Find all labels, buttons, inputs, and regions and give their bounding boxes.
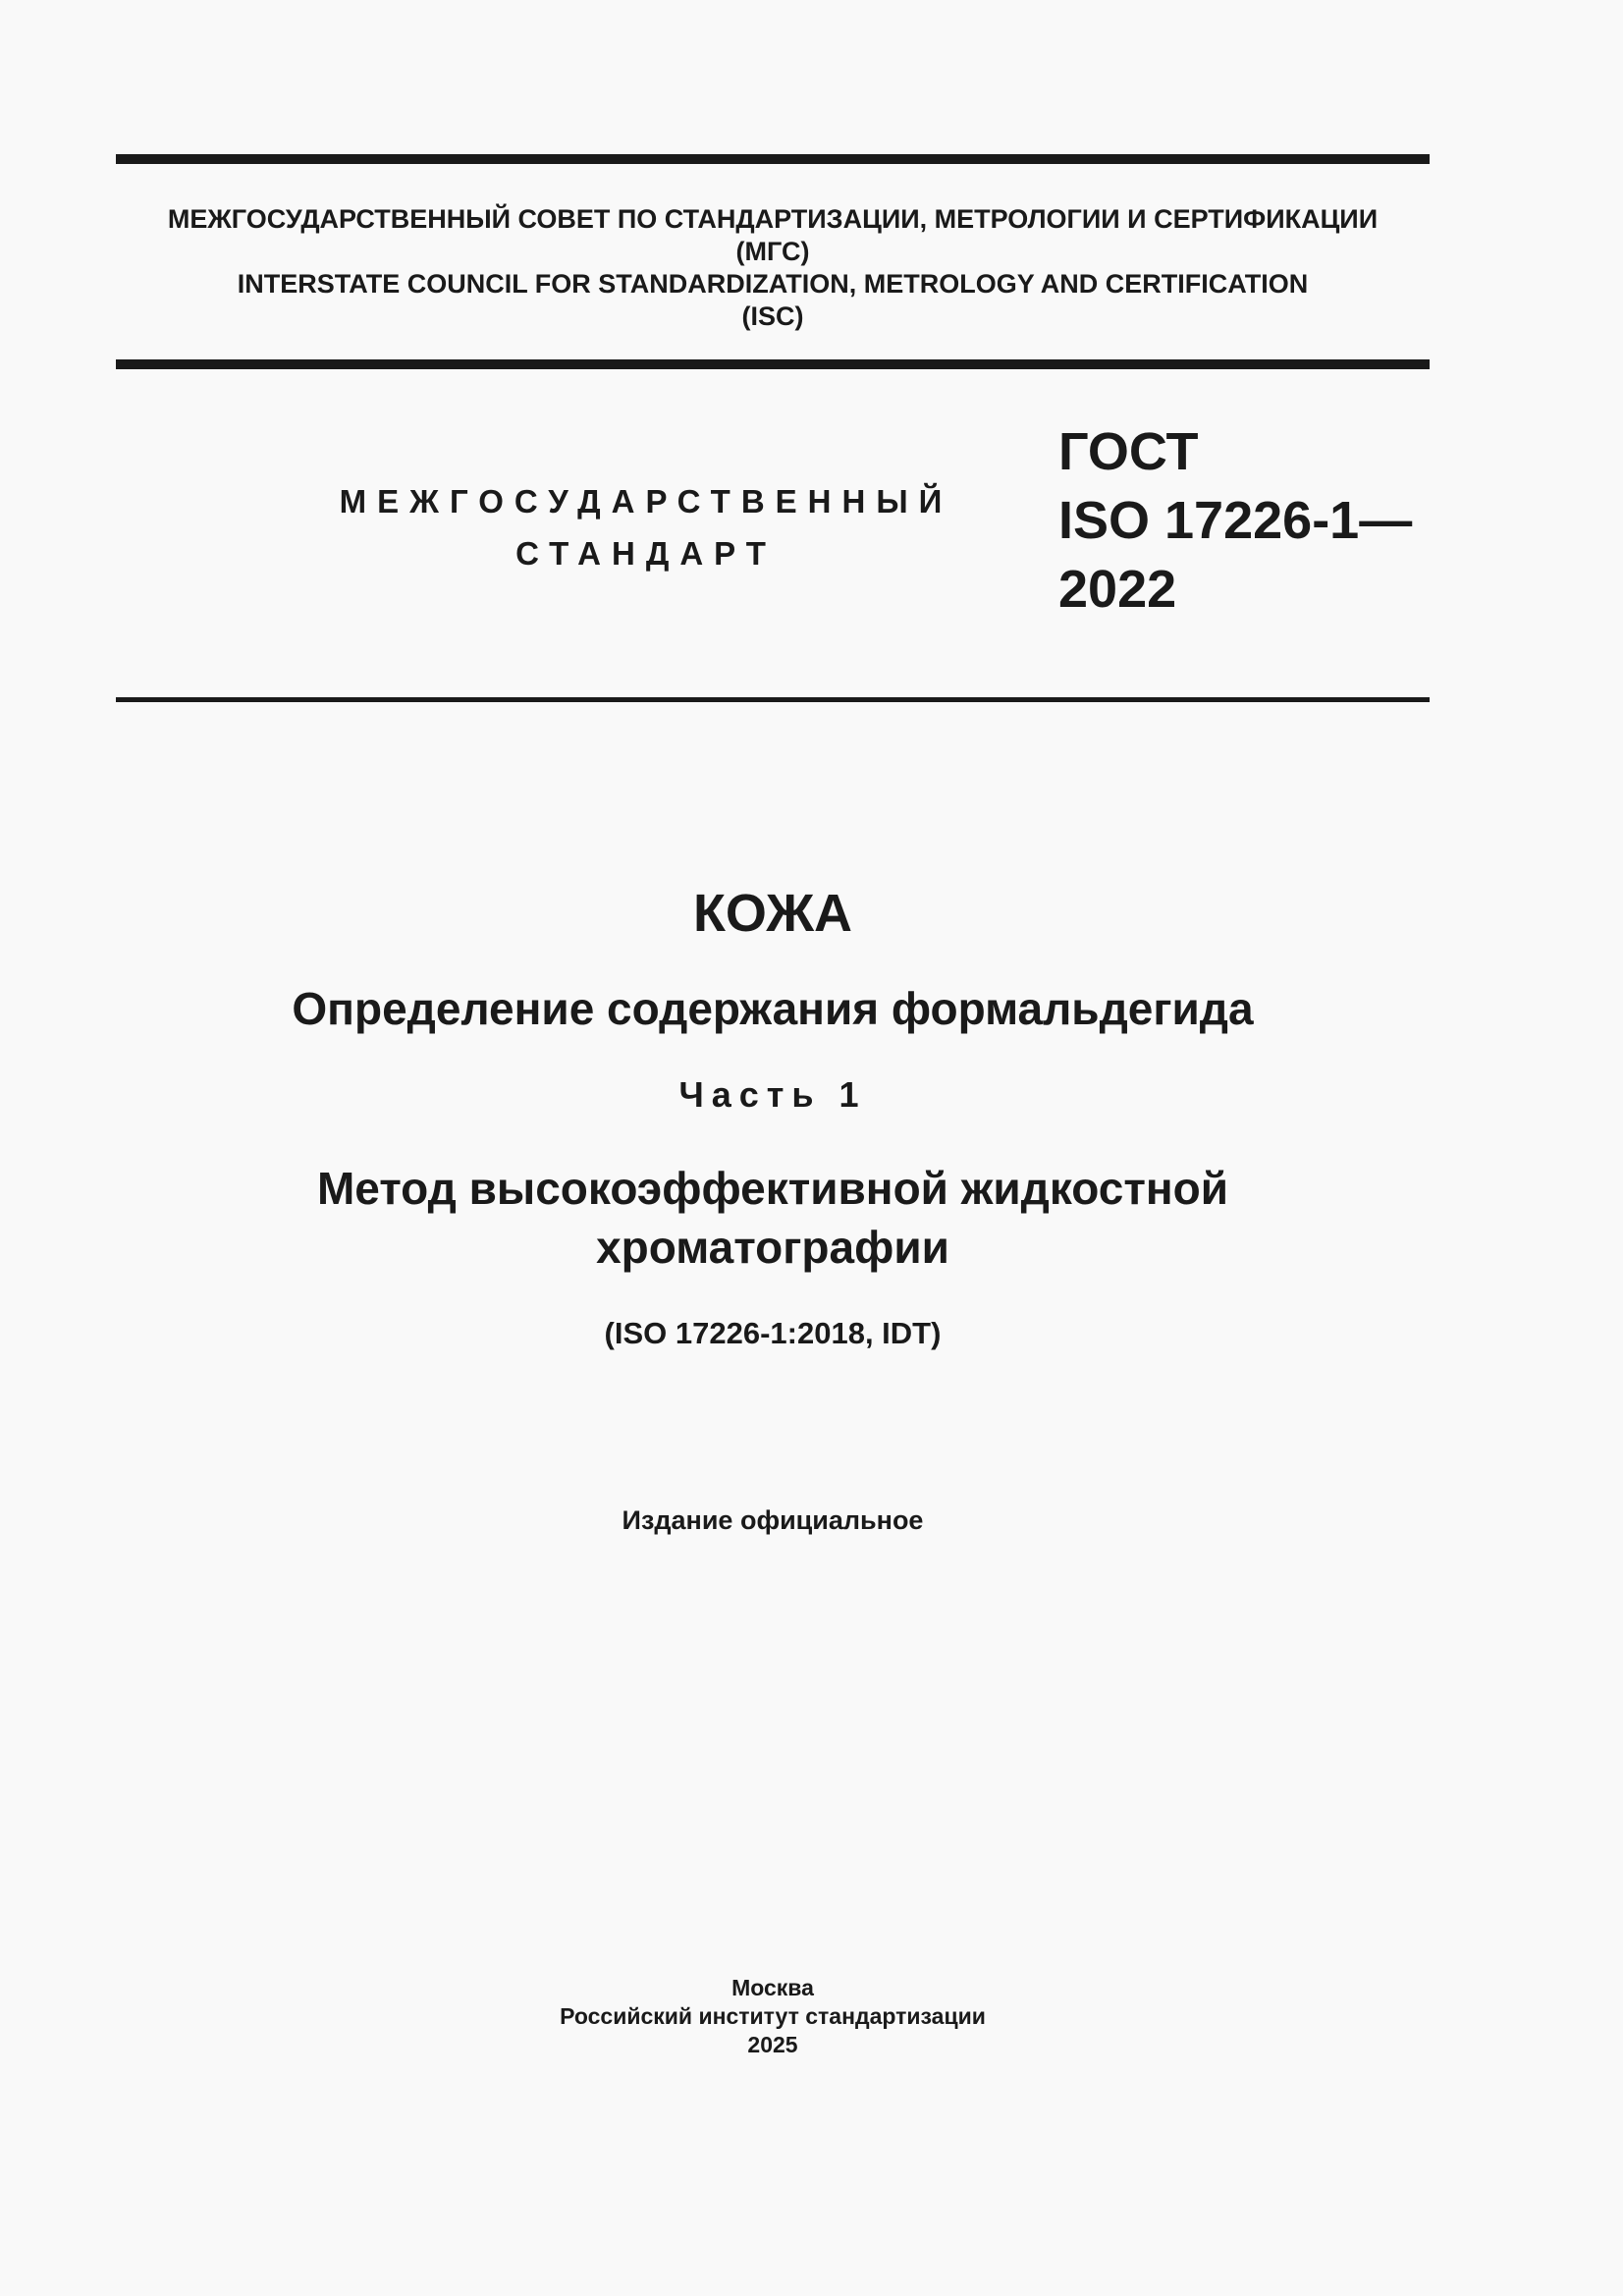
imprint-year: 2025 xyxy=(747,2032,798,2057)
designation-line1: ГОСТ xyxy=(1058,422,1199,481)
imprint-publisher: Российский институт стандартизации xyxy=(560,2003,986,2029)
iso-reference: (ISO 17226-1:2018, IDT) xyxy=(604,1316,942,1350)
council-abbr-en: (ISC) xyxy=(741,301,804,331)
bottom-rule xyxy=(116,697,1430,702)
method-title xyxy=(116,1159,1430,1277)
standard-kind-line1: МЕЖГОСУДАРСТВЕННЫЙ xyxy=(339,483,953,519)
edition-label: Издание официальное xyxy=(622,1505,924,1535)
middle-rule xyxy=(116,359,1430,369)
main-title: КОЖА xyxy=(692,884,853,943)
council-name-en: INTERSTATE COUNCIL FOR STANDARDIZATION, METROLOGY AND CERTIFICATION xyxy=(237,269,1309,299)
standard-designation xyxy=(1058,417,1412,624)
standard-kind-line2: СТАНДАРТ xyxy=(515,535,777,572)
method-title-line2: хроматографии xyxy=(596,1222,949,1273)
top-rule xyxy=(116,154,1430,164)
council-name-ru: МЕЖГОСУДАРСТВЕННЫЙ СОВЕТ ПО СТАНДАРТИЗАЦИИ, МЕТРОЛОГИИ И СЕРТИФИКАЦИИ xyxy=(167,204,1379,234)
subtitle: Определение содержания формальдегида xyxy=(292,983,1254,1034)
council-abbr-ru: (МГС) xyxy=(735,237,810,266)
council-header xyxy=(116,203,1430,333)
imprint xyxy=(116,1974,1430,2059)
method-title-line1: Метод высокоэффективной жидкостной xyxy=(316,1163,1229,1214)
standard-kind xyxy=(116,475,1176,579)
imprint-city: Москва xyxy=(731,1975,814,2000)
designation-line3: 2022 xyxy=(1058,560,1177,619)
part-title: Часть 1 xyxy=(678,1074,867,1115)
designation-line2: ISO 17226-1— xyxy=(1058,491,1413,550)
